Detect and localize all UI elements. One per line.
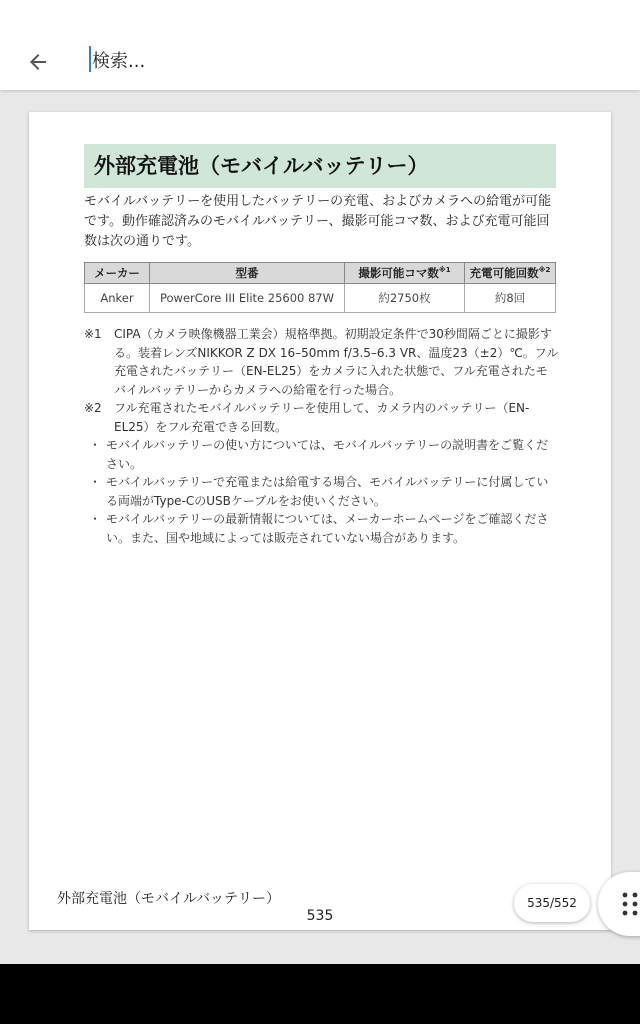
footnote-2: [84, 399, 559, 436]
cell-shots: 約2750枚: [345, 284, 465, 313]
document-page[interactable]: [29, 112, 611, 930]
bullet-text: モバイルバッテリーの最新情報については、メーカーホームページをご確認ください。また、国や地域によっては販売されていない場合があります。: [106, 512, 549, 545]
bullet-text: モバイルバッテリーの使い方については、モバイルバッテリーの説明書をご覧ください。: [106, 438, 549, 471]
drag-handle-icon: [622, 892, 638, 916]
bullet-dot: ・: [88, 512, 101, 526]
header-shots: 撮影可能コマ数$^{※1}$: [345, 263, 465, 284]
bullet-dot: ・: [88, 475, 101, 489]
battery-spec-table: [84, 262, 556, 313]
footnote-mark-2: ※2: [538, 266, 551, 275]
bullet-dot: ・: [88, 438, 101, 452]
bullet-item: [84, 473, 559, 510]
footnote-text: フル充電されたモバイルバッテリーを使用して、カメラ内のバッテリー（EN-EL25）をフル充電できる回数。: [114, 401, 530, 434]
top-app-bar: [0, 0, 640, 90]
footnote-mark: ※1: [84, 327, 102, 341]
footnote-1: [84, 325, 559, 399]
arrow-left-icon: [26, 50, 50, 74]
header-charges: 充電可能回数$^{※2}$: [465, 263, 556, 284]
intro-paragraph: モバイルバッテリーを使用したバッテリーの充電、およびカメラへの給電が可能です。動作確認済みのモバイルバッテリー、撮影可能コマ数、および充電可能回数は次の通りです。: [84, 194, 552, 249]
header-maker: メーカー: [85, 263, 150, 284]
back-button[interactable]: [20, 44, 56, 80]
notes-list: [84, 325, 559, 547]
table-header-row: [85, 263, 556, 284]
table-row: [85, 284, 556, 313]
cell-maker: Anker: [85, 284, 150, 313]
footnote-text: CIPA（カメラ映像機器工業会）規格準拠。初期設定条件で30秒間隔ごとに撮影する。装着レンズNIKKOR Z DX 16–50mm f/3.5–6.3 VR、温度23（±2）℃。フル充電されたバッテリー（EN-EL25）をカメラに入れた状態で、フル充電されたモバイルバッテリーからカメラへの給電を行った場合。: [114, 327, 559, 397]
page-indicator: 535/552: [514, 884, 590, 922]
cell-charges: 約8回: [465, 284, 556, 313]
bullet-item: [84, 510, 559, 547]
search-input[interactable]: [88, 46, 572, 76]
cell-model: PowerCore III Elite 25600 87W: [150, 284, 345, 313]
page-number: 535: [306, 908, 334, 924]
section-heading: 外部充電池（モバイルバッテリー）: [84, 144, 556, 188]
bullet-item: [84, 436, 559, 473]
bullet-text: モバイルバッテリーで充電または給電する場合、モバイルバッテリーに付属している両端がType-CのUSBケーブルをお使いください。: [106, 475, 549, 508]
footnote-mark-1: ※1: [438, 266, 451, 275]
system-navigation-bar: [0, 964, 640, 1024]
header-model: 型番: [150, 263, 345, 284]
text-cursor: [89, 46, 91, 72]
footnote-mark: ※2: [84, 401, 102, 415]
page-footer-title: 外部充電池（モバイルバッテリー）: [57, 891, 281, 907]
